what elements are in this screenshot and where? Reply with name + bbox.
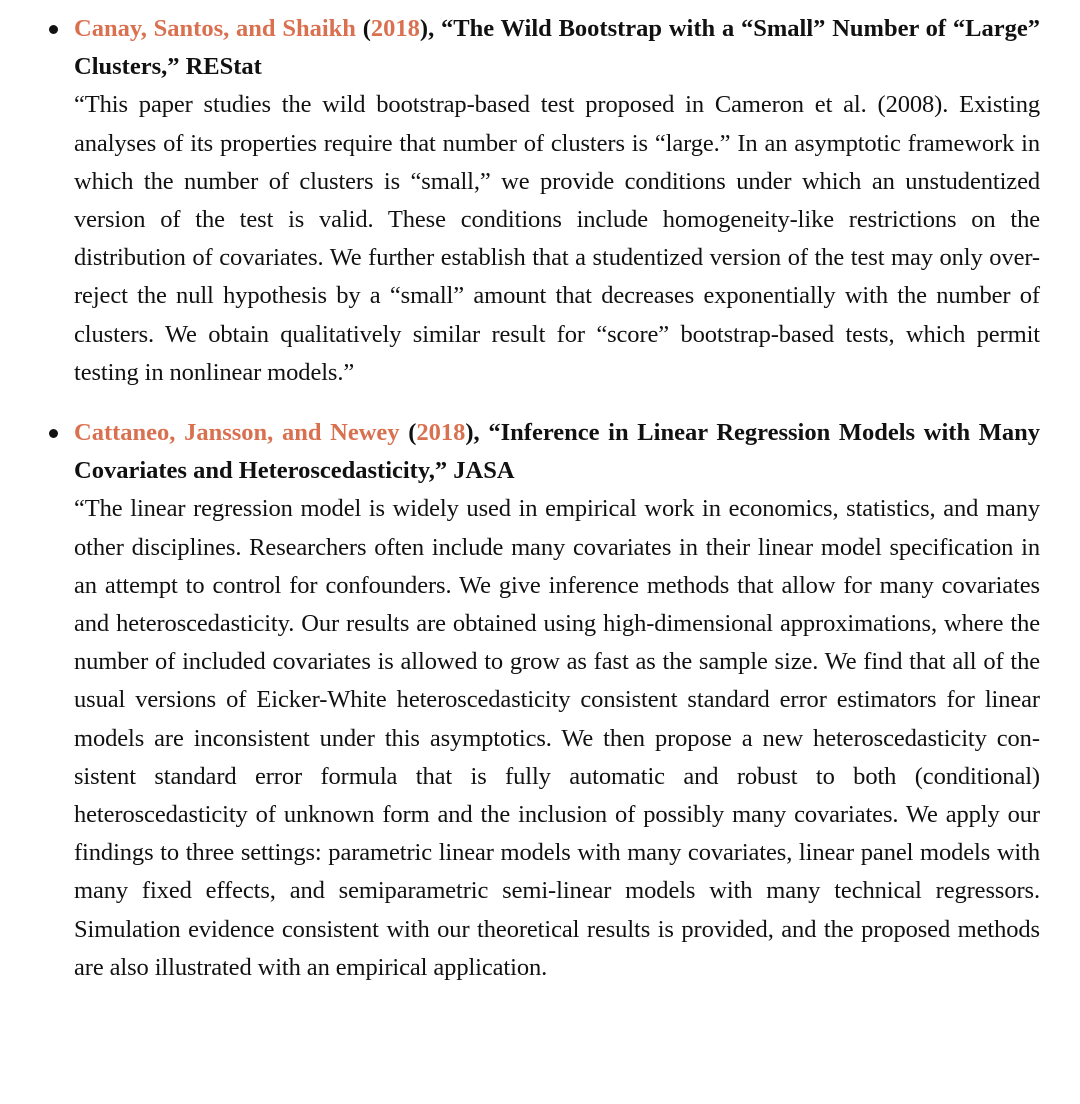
bullet-icon: [49, 25, 58, 34]
abstract-text: “The linear regression model is widely used in empirical work in economics, statistics, and many other disciplines. Researchers often include many covariates in their linear model specification in an attempt to control for confounders. We give inference methods that allow for many covariates and heteroscedasticity. Our results are obtained using high-dimensional approximations, where the number of included covariates is allowed to grow as fast as the sample size. We find that all of the usual versions of Eicker-White heteroscedasticity consistent standard error estimators for linear models are inconsistent under this asymptotics. We then propose a new heteroscedasticity consistent standard error formula that is fully automatic and robust to both (conditional) heteroscedasticity of unknown form and the inclusion of possibly many covariates. We apply our findings to three settings: parametric linear models with many covariates, linear panel models with many fixed effects, and semiparametric semi-linear models with many technical regressors. Simulation evidence consistent with our theoretical results is provided, and the proposed methods are also illustrated with an empirical application.: [74, 495, 1040, 981]
year-link[interactable]: 2018: [370, 15, 420, 42]
open-paren: (: [399, 419, 417, 447]
close-paren: ),: [465, 419, 489, 447]
year-link[interactable]: 2018: [416, 419, 466, 447]
abstract-text: “This paper studies the wild bootstrap-based test proposed in Cameron et al. (2008). Existing analyses of its properties require that number of clusters is “large.” In an asymptotic framework in which the number of clusters is “small,” we provide conditions under which an unstudentized version of the test is valid. These conditions include homogeneity-like restrictions on the distribution of covariates. We further establish that a studentized version of the test may only over-reject the null hypothesis by a “small” amount that decreases exponentially with the number of clusters. We obtain qualitatively similar result for “score” bootstrap-based tests, which permit testing in nonlinear models.”: [74, 91, 1040, 386]
reference-list: [0, 10, 1040, 987]
reference-heading: [74, 10, 1040, 86]
author-link[interactable]: Cattaneo, Jansson, and Newey: [74, 419, 400, 447]
journal-name: REStat: [179, 53, 262, 81]
author-link[interactable]: Canay, Santos, and Shaikh: [74, 15, 356, 42]
reference-item: [0, 414, 1040, 987]
reference-item: [0, 10, 1040, 392]
open-paren: (: [355, 15, 371, 42]
paper-title: “The Wild Bootstrap with a “Small” Number of “Large” Clusters,”: [74, 15, 1040, 81]
journal-name: JASA: [447, 457, 515, 485]
paper-title: “Inference in Linear Regression Models with Many Covariates and Heteroscedasticity,”: [74, 419, 1041, 485]
bullet-icon: [49, 429, 58, 438]
reference-heading: [74, 414, 1040, 490]
close-paren: ),: [419, 15, 442, 42]
